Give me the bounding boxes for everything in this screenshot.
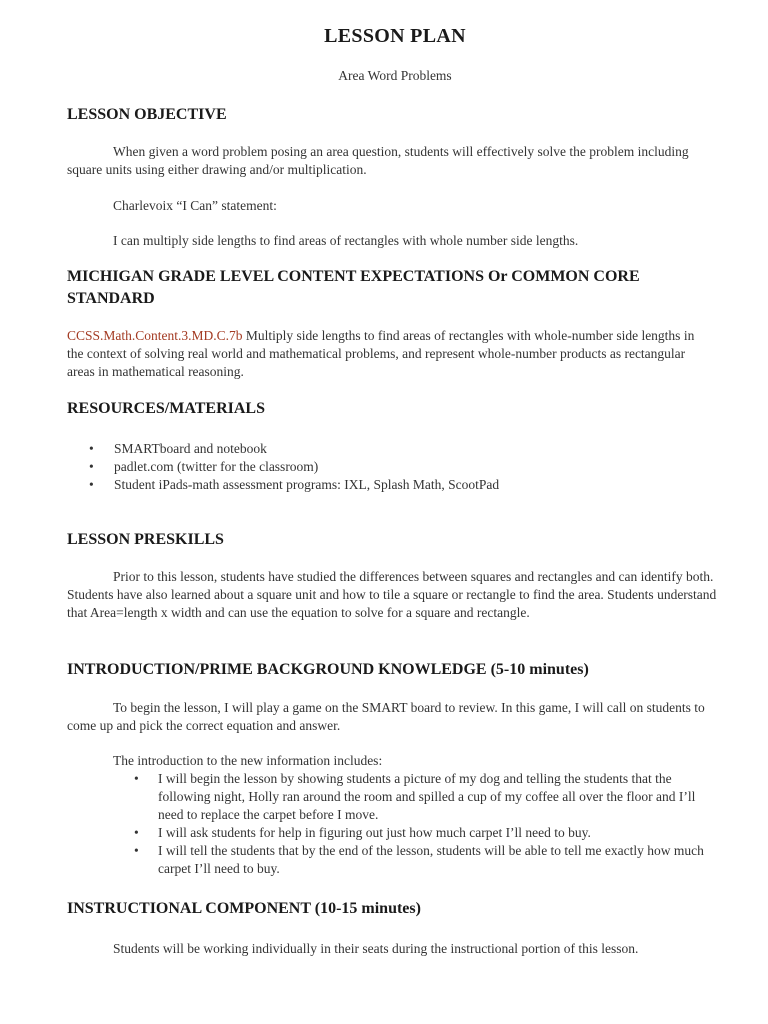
i-can-text: I can multiply side lengths to find areas of rectangles with whole number side lengths. [113,233,579,248]
bullet-icon: • [89,477,94,492]
resources-list [89,440,709,494]
preskills-heading: LESSON PRESKILLS [67,531,224,548]
instructional-text: Students will be working individually in their seats during the instructional portion of this lesson. [113,941,639,956]
list-item: • padlet.com (twitter for the classroom) [89,459,319,474]
standard-code-link[interactable]: CCSS.Math.Content.3.MD.C.7b [67,328,243,343]
standard-text: Multiply side lengths to find areas of rectangles with whole-number side lengths in the context of solving real world and mathematical problems, and represent whole-number products as rectangular areas in mathematical reasoning. [67,328,695,379]
list-item: • Student iPads-math assessment programs: IXL, Splash Math, ScootPad [89,477,500,492]
new-info-label: The introduction to the new information includes: [113,753,383,768]
bullet-icon: • [134,843,139,858]
objective-heading: LESSON OBJECTIVE [67,106,227,123]
objective-text: When given a word problem posing an area question, students will effectively solve the problem including square units using either drawing and/or multiplication. [67,144,689,177]
bullet-icon: • [134,825,139,840]
list-item: • I will ask students for help in figuring out just how much carpet I’ll need to buy. [134,825,591,840]
instructional-heading: INSTRUCTIONAL COMPONENT (10-15 minutes) [67,900,421,917]
introduction-heading: INTRODUCTION/PRIME BACKGROUND KNOWLEDGE (5-10 minutes) [67,661,589,678]
bullet-icon: • [89,459,94,474]
resources-heading: RESOURCES/MATERIALS [67,400,265,417]
i-can-label: Charlevoix “I Can” statement: [113,198,277,213]
introduction-text: To begin the lesson, I will play a game on the SMART board to review. In this game, I will call on students to come up and pick the correct equation and answer. [67,700,705,733]
standard-heading: MICHIGAN GRADE LEVEL CONTENT EXPECTATIONS Or COMMON CORE STANDARD [67,268,640,307]
list-item: • I will begin the lesson by showing students a picture of my dog and telling the students that the following night, Holly ran around the room and spilled a cup of my coffee all over the floor and I’ll need to replace the carpet before I move. [134,771,696,822]
bullet-icon: • [134,771,139,786]
page-subtitle: Area Word Problems [338,68,452,83]
list-item: • I will tell the students that by the end of the lesson, students will be able to tell me exactly how much carpet I’ll need to buy. [134,843,704,876]
page-title: LESSON PLAN [324,25,466,47]
list-item: • SMARTboard and notebook [89,441,267,456]
introduction-list [134,770,714,878]
bullet-icon: • [89,441,94,456]
standard-paragraph [67,327,712,381]
preskills-text: Prior to this lesson, students have studied the differences between squares and rectangles and can identify both. Students have also learned about a square unit and how to tile a square or rectangle to find the area. Students understand that Area=length x width and can use the equation to solve for a square and rectangle. [67,569,717,620]
